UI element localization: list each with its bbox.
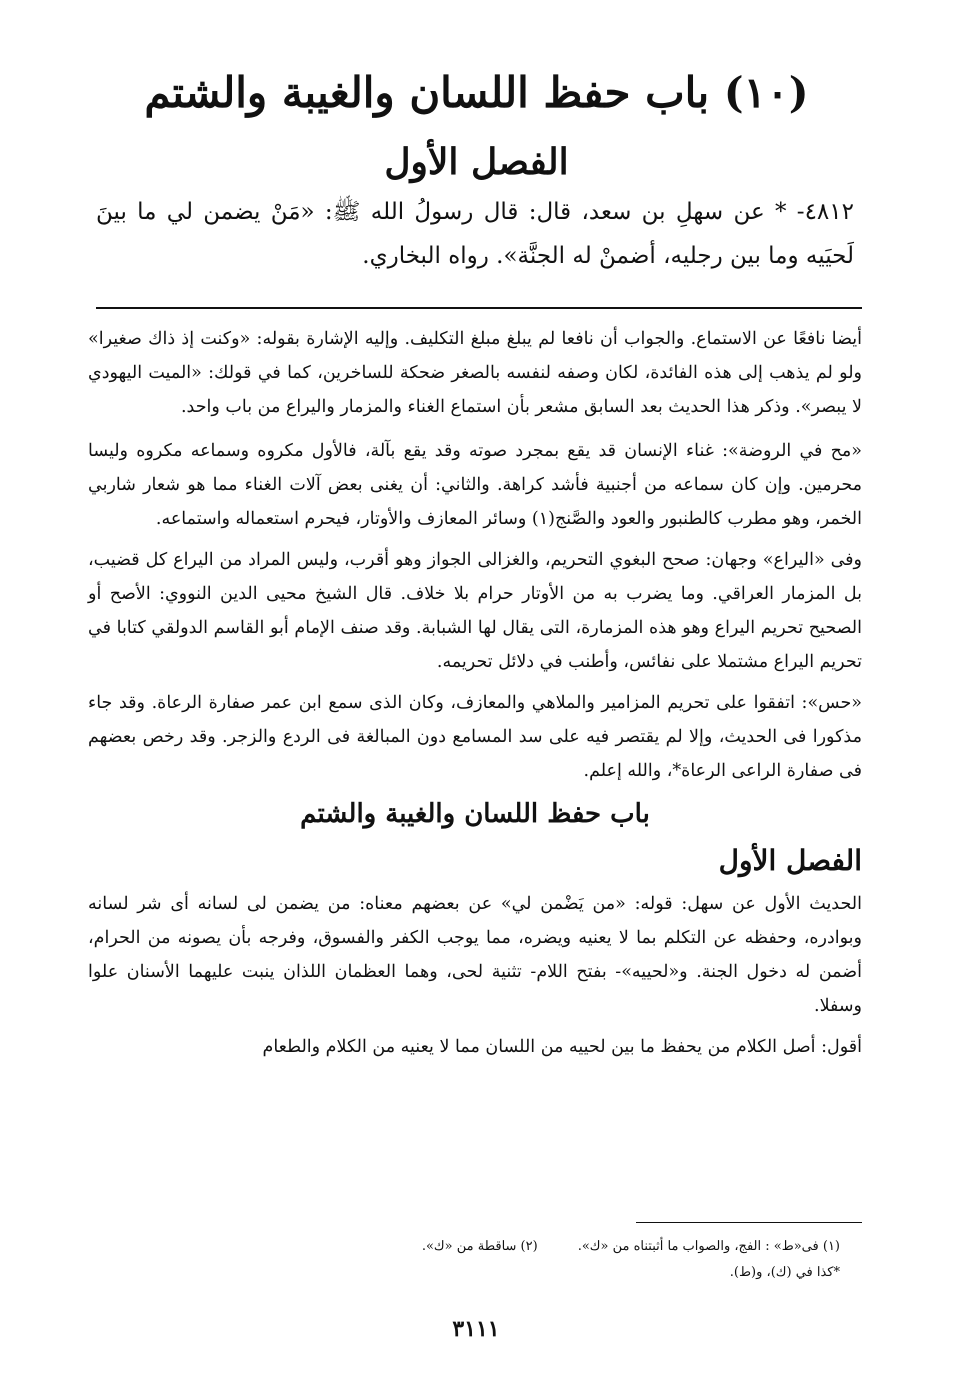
hadith-divider (96, 307, 862, 309)
footnote-2: (٢) ساقطة من «ك». (421, 1239, 538, 1254)
page-number: ٣١١١ (452, 1316, 500, 1342)
commentary-paragraph: أقول: أصل الكلام من يحفظ ما بين لحييه من اللسان مما لا يعنيه من الكلام والطعام (262, 1037, 862, 1057)
commentary-chapter-heading: باب حفظ اللسان والغيبة والشتم (300, 799, 650, 829)
chapter-title: (١٠) باب حفظ اللسان والغيبة والشتم (144, 68, 809, 117)
footnote-1: (١) فى«ط» : الفج، والصواب ما أثبتناه من «ك». (577, 1239, 840, 1254)
section-title: الفصل الأول (384, 141, 569, 183)
commentary-paragraph: وفى «اليراع» وجهان: صحح البغوي التحريم، والغزالى الجواز وهو أقرب، وليس المراد من اليراع كل قضيب، بل المزمار العراقي. وما يضرب به من الأوتار حرام بلا خلاف. قال الشيخ محيى الدين النووي: الأصح أو الصحيح تحريم اليراع وهو هذه المزمارة، التى يقال لها الشبابة. وقد صنف الإمام أبو القاسم الدولقي كتابا في تحريم اليراع مشتملا على نفائس، وأطنب في دلائل تحريمه. (88, 550, 862, 672)
commentary-paragraph: أيضا نافعًا عن الاستماع. والجواب أن نافعا لم يبلغ مبلغ التكليف. وإليه الإشارة بقوله: «وكنت إذ ذاك صغيرا» ولو لم يذهب إلى هذه الفائدة، لكان وصفه لنفسه بالصغر ضحكة للساخرين، كما في قولك: «الميت اليهودي لا يبصر». وذكر هذا الحديث بعد السابق مشعر بأن استماع الغناء والمزمار واليراع من باب واحد. (88, 329, 862, 417)
commentary-paragraph: الحديث الأول عن سهل: قوله: «من يَضْمن لي» عن بعضهم معناه: من يضمن لى لسانه أى شر لسانه وبوادره، وحفظه عن التكلم بما لا يعنيه ويضره، مما يوجب الكفر والفسوق، وفرجه بأن يصونه من الحرام، أضمن له دخول الجنة. و«لحييه»- بفتح اللام- تثنية لحى، وهما العظمان اللذان ينبت عليهما الأسنان علوا وسفلا. (88, 894, 862, 1016)
footnotes (300, 1234, 840, 1286)
commentary-section-heading: الفصل الأول (718, 844, 862, 877)
footnote-3: *كذا في (ك)، و(ط). (729, 1265, 840, 1280)
footnote-divider (636, 1222, 862, 1223)
commentary-paragraph: «حس»: اتفقوا على تحريم المزامير والملاهي والمعازف، وكان الذى سمع ابن عمر صفارة الرعاة. وقد جاء مذكورا فى الحديث، وإلا لم يقتصر فيه على سد المسامع دون المبالغة فى الردع والزجر. وقد رخص بعضهم فى صفارة الراعى الرعاة*، والله إعلم. (88, 693, 862, 781)
footnote-row (300, 1234, 840, 1260)
commentary (88, 322, 862, 1071)
commentary-paragraph: «مح في الروضة»: غناء الإنسان قد يقع بمجرد صوته وقد يقع بآلة، فالأول مكروه وسماعه مكروه وليسا محرمين. وإن كان سماعه من أجنبية فأشد كراهة. والثاني: أن يغنى بعض آلات الغناء مما هو شعار شاربي الخمر، وهو مطرب كالطنبور والعود والصَّنج(١) وسائر المعازف والأوتار، فيحرم استعماله واستماعه. (88, 441, 862, 529)
hadith-text: ٤٨١٢- * عن سهلِ بن سعد، قال: قال رسولُ الله ﷺ: «مَنْ يضمن لي ما بينَ لَحيَيه وما بين رجليه، أضمنْ له الجنَّة». رواه البخاري. (96, 199, 854, 269)
